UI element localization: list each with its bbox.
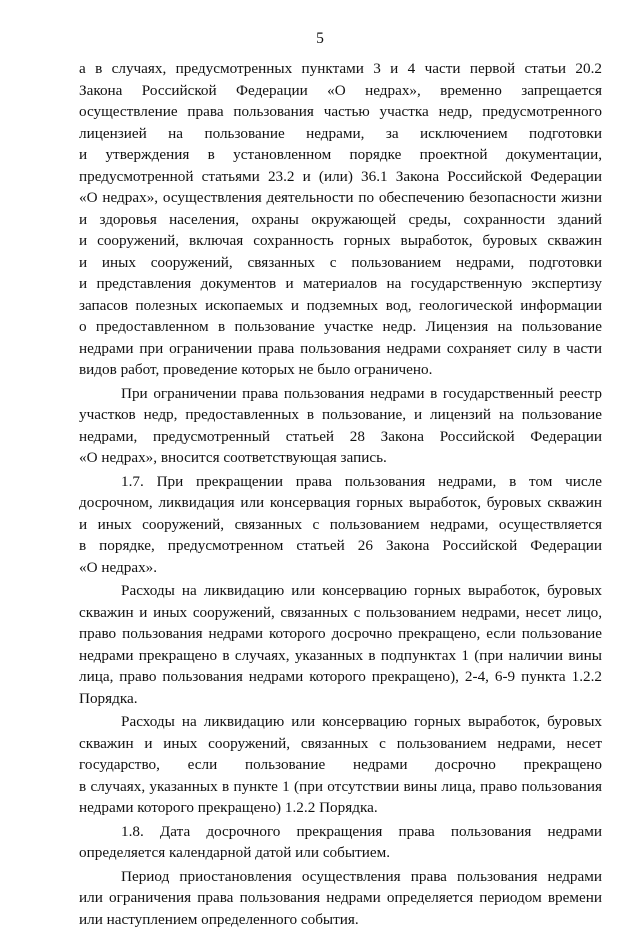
text-line: лица, право пользования недрами которого прекращено), 2-4, 6-9 пункта 1.2.2 xyxy=(79,668,602,685)
text-line: Расходы на ликвидацию или консервацию горных выработок, буровых xyxy=(121,713,602,730)
text-line: лицензией на пользование недрами, за исключением подготовки xyxy=(79,124,602,142)
text-line: и здоровья населения, охраны окружающей среды, сохранности зданий xyxy=(79,210,602,228)
text-line: «О недрах». xyxy=(79,558,158,576)
paragraph xyxy=(79,821,602,864)
text-line: предусмотренной статьями 23.2 и (или) 36.1 Закона Российской Федерации xyxy=(79,167,602,185)
text-line: досрочном, ликвидация или консервация горных выработок, буровых скважин xyxy=(79,494,602,511)
text-line: скважин и иных сооружений, связанных с пользованием недрами, несет лицо, xyxy=(79,603,602,621)
text-line: видов работ, проведение которых не было ограничено. xyxy=(79,361,433,378)
text-line: определяется календарной датой или событием. xyxy=(79,844,390,861)
text-line: и иных сооружений, связанных с пользованием недрами, осуществляется xyxy=(79,515,602,533)
text-line: Расходы на ликвидацию или консервацию горных выработок, буровых xyxy=(121,582,602,599)
text-line: скважин и иных сооружений, связанных с пользованием недрами, несет xyxy=(79,734,602,752)
text-line: недрами прекращено в случаях, указанных в подпунктах 1 (при наличии вины xyxy=(79,646,602,664)
paragraph xyxy=(79,711,602,819)
paragraph xyxy=(79,580,602,709)
text-line: в случаях, указанных в пункте 1 (при отсутствии вины лица, право пользования xyxy=(79,777,602,795)
paragraph xyxy=(79,471,602,579)
text-line: При ограничении права пользования недрами в государственный реестр xyxy=(121,384,602,402)
text-line: государство, если пользование недрами досрочно прекращено xyxy=(79,756,602,773)
text-line: Период приостановления осуществления права пользования недрами xyxy=(121,867,602,885)
text-line: а в случаях, предусмотренных пунктами 3 и 4 части первой статьи 20.2 xyxy=(79,60,602,77)
text-line: Закона Российской Федерации «О недрах», временно запрещается xyxy=(79,81,602,99)
document-body xyxy=(79,58,602,932)
text-line: в порядке, предусмотренном статьей 26 Закона Российской Федерации xyxy=(79,537,602,554)
paragraph xyxy=(79,866,602,931)
text-line: и сооружений, включая сохранность горных выработок, буровых скважин xyxy=(79,232,602,249)
paragraph xyxy=(79,58,602,381)
paragraph xyxy=(79,383,602,469)
text-line: или наступлением определенного события. xyxy=(79,910,359,928)
text-line: Порядка. xyxy=(79,689,138,707)
text-line: право пользования недрами которого досрочно прекращено, если пользование xyxy=(79,625,602,642)
text-line: осуществление права пользования частью участка недр, предусмотренного xyxy=(79,103,602,120)
text-line: запасов полезных ископаемых и подземных вод, геологической информации xyxy=(79,296,602,314)
text-line: «О недрах», вносится соответствующая запись. xyxy=(79,449,387,466)
text-line: 1.8. Дата досрочного прекращения права пользования недрами xyxy=(121,822,602,840)
text-line: недрами при ограничении права пользования недрами сохраняет силу в части xyxy=(79,339,602,357)
text-line: или ограничения права пользования недрами определяется периодом времени xyxy=(79,889,602,906)
text-line: участков недр, предоставленных в пользование, и лицензий на пользование xyxy=(79,406,602,423)
text-line: о предоставленном в пользование участке недр. Лицензия на пользование xyxy=(79,318,602,335)
text-line: 1.7. При прекращении права пользования недрами, в том числе xyxy=(121,472,602,490)
text-line: недрами, предусмотренный статьей 28 Закона Российской Федерации xyxy=(79,427,602,445)
text-line: и утверждения в установленном порядке проектной документации, xyxy=(79,146,602,163)
text-line: и иных сооружений, связанных с пользованием недрами, подготовки xyxy=(79,253,602,271)
text-line: недрами которого прекращено) 1.2.2 Порядка. xyxy=(79,799,378,816)
text-line: и представления документов и материалов на государственную экспертизу xyxy=(79,275,602,292)
text-line: «О недрах», осуществления деятельности по обеспечению безопасности жизни xyxy=(79,189,602,206)
page-number: 5 xyxy=(316,30,324,47)
